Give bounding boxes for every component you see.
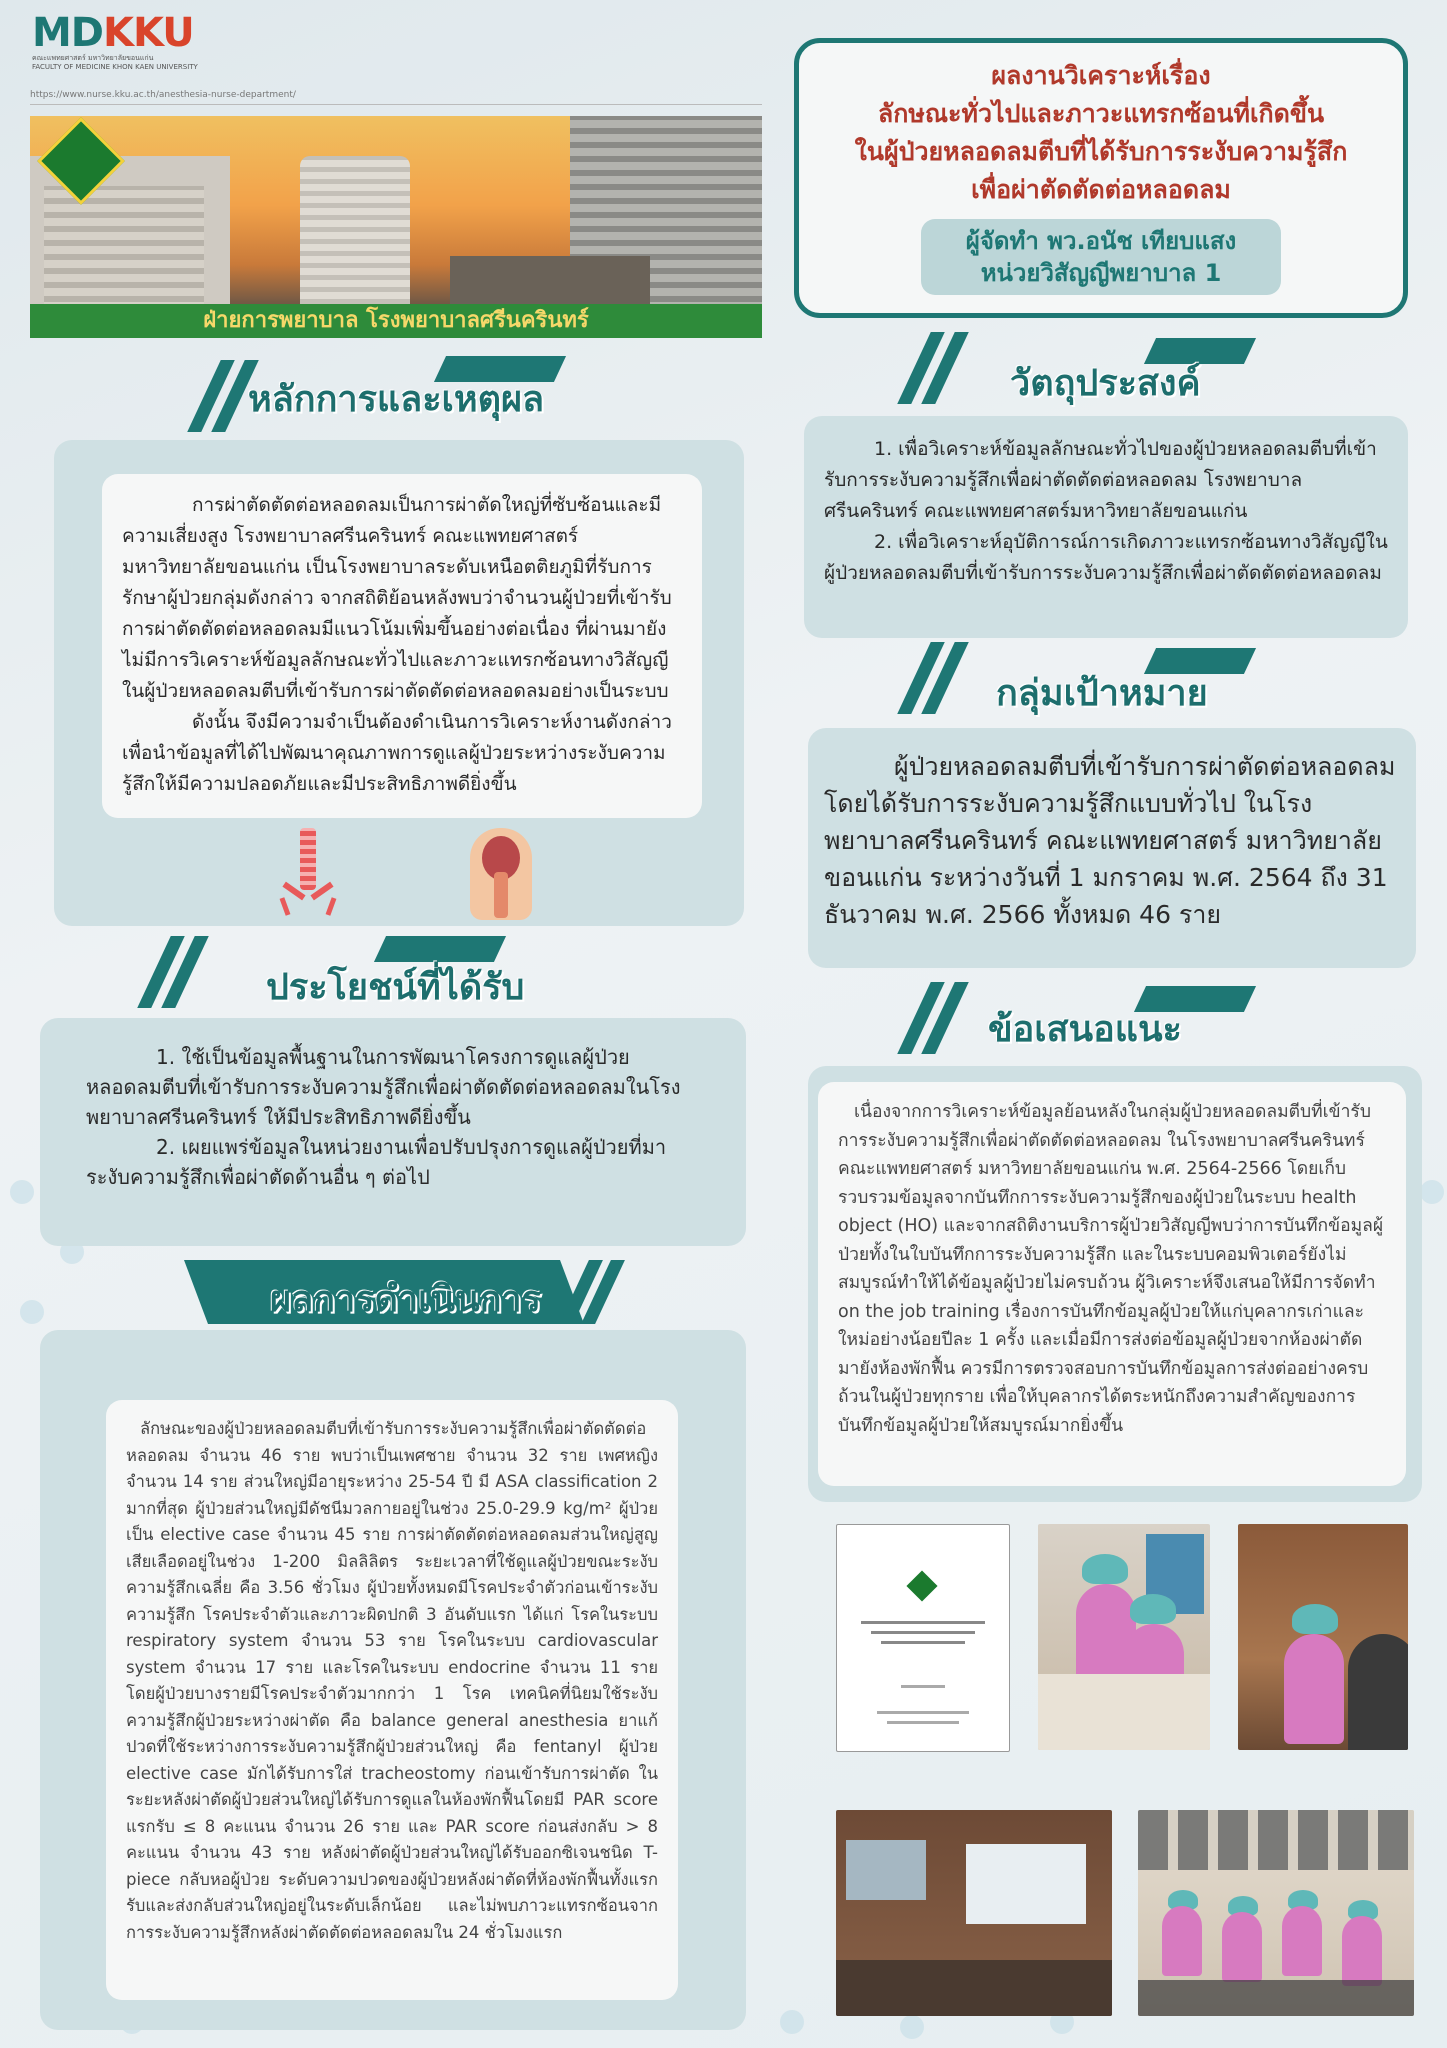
audience-photo: [1138, 1810, 1414, 2016]
training-photo-2: [1238, 1524, 1408, 1750]
banner-caption: ฝ่ายการพยาบาล โรงพยาบาลศรีนครินทร์: [30, 304, 762, 338]
decor-dot: [900, 2015, 924, 2039]
target-card: [808, 728, 1416, 968]
title-line: ในผู้ป่วยหลอดลมตีบที่ได้รับการระงับความรู้สึก: [854, 137, 1348, 166]
training-photo-1: [1038, 1524, 1210, 1750]
author-unit: หน่วยวิสัญญีพยาบาล 1: [980, 259, 1222, 287]
rationale-para-2: ดังนั้น จึงมีความจำเป็นต้องดำเนินการวิเคราะห์งานดังกล่าว เพื่อนำข้อมูลที่ได้ไปพัฒนาคุณภาพการดูแลผู้ป่วยระหว่างระงับความรู้สึกให้มีความปลอดภัยและมีประสิทธิภาพดียิ่งขึ้น: [122, 711, 672, 795]
target-heading: กลุ่มเป้าหมาย: [996, 673, 1208, 714]
recommendations-heading-block: [900, 978, 1300, 1062]
title-line: เพื่อผ่าตัดตัดต่อหลอดลม: [971, 175, 1231, 204]
results-heading-block: [184, 1260, 614, 1326]
presentation-photo: [836, 1810, 1112, 2016]
author-name: ผู้จัดทำ พว.อนัช เทียบแสง: [965, 227, 1237, 255]
results-card: [40, 1330, 746, 2030]
recommendations-text: เนื่องจากการวิเคราะห์ข้อมูลย้อนหลังในกลุ่มผู้ป่วยหลอดลมตีบที่เข้ารับการระงับความรู้สึกเพื่อผ่าตัดตัดต่อหลอดลม ในโรงพยาบาลศรีนครินทร์ คณะแพทยศาสตร์ มหาวิทยาลัยขอนแก่น พ.ศ. 2564-2566 โดยเก็บรวบรวมข้อมูลจากบันทึกการระงับความรู้สึกของผู้ป่วยในระบบ health object (HO) และจากสถิติงานบริการผู้ป่วยวิสัญญีพบว่าการบันทึกข้อมูลผู้ป่วยทั้งในใบบันทึกการระงับความรู้สึก และในระบบคอมพิวเตอร์ยังไม่สมบูรณ์ทำให้ได้ข้อมูลผู้ป่วยไม่ครบถ้วน ผู้วิเคราะห์จึงเสนอให้มีการจัดทำ on the job training เรื่องการบันทึกข้อมูลผู้ป่วยให้แก่บุคลากรเก่าและใหม่อย่างน้อยปีละ 1 ครั้ง และเมื่อมีการส่งต่อข้อมูลผู้ป่วยจากห้องผ่าตัดมายังห้องพักฟื้น ควรมีการตรวจสอบการบันทึกข้อมูลการส่งต่ออย่างครบถ้วนในผู้ป่วยทุกราย เพื่อให้บุคลากรได้ตระหนักถึงความสำคัญของการบันทึกข้อมูลผู้ป่วยให้สมบูรณ์มากยิ่งขึ้น: [838, 1102, 1384, 1436]
benefits-heading-block: [140, 936, 580, 1026]
banner-url: https://www.nurse.kku.ac.th/anesthesia-nurse-department/: [30, 90, 762, 105]
benefits-heading: ประโยชน์ที่ได้รับ: [266, 967, 525, 1008]
mdkku-logo: MDKKU คณะแพทยศาสตร์ มหาวิทยาลัยขอนแก่น FACULTY OF MEDICINE KHON KAEN UNIVERSITY: [32, 12, 202, 82]
decor-dot: [780, 2010, 804, 2034]
rationale-para-1: การผ่าตัดตัดต่อหลอดลมเป็นการผ่าตัดใหญ่ที่ซับซ้อนและมีความเสี่ยงสูง โรงพยาบาลศรีนครินทร์ คณะแพทยศาสตร์ มหาวิทยาลัยขอนแก่น เป็นโรงพยาบาลระดับเหนือตติยภูมิที่รับการรักษาผู้ป่วยกลุ่มดังกล่าว จากสถิติย้อนหลังพบว่าจำนวนผู้ป่วยที่เข้ารับการผ่าตัดตัดต่อหลอดลมมีแนวโน้มเพิ่มขึ้นอย่างต่อเนื่อง ที่ผ่านมายังไม่มีการวิเคราะห์ข้อมูลลักษณะทั่วไปและภาวะแทรกซ้อนทางวิสัญญีในผู้ป่วยหลอดลมตีบที่เข้ารับการผ่าตัดตัดต่อหลอดลมอย่างเป็นระบบ: [122, 494, 672, 702]
throat-anatomy-icon: [464, 828, 538, 924]
target-heading-block: [900, 640, 1300, 724]
rationale-text-box: [102, 474, 702, 818]
logo-subtitle: คณะแพทยศาสตร์ มหาวิทยาลัยขอนแก่น FACULTY OF MEDICINE KHON KAEN UNIVERSITY: [32, 54, 198, 71]
rationale-card: [54, 440, 744, 926]
recommendations-text-box: [818, 1082, 1406, 1486]
title-line: ลักษณะทั่วไปและภาวะแทรกซ้อนที่เกิดขึ้น: [877, 99, 1325, 128]
objectives-card: [804, 416, 1408, 638]
rationale-heading: หลักการและเหตุผล: [248, 379, 545, 420]
decor-dot: [20, 1300, 44, 1324]
title-line: ผลงานวิเคราะห์เรื่อง: [991, 61, 1211, 90]
objectives-heading: วัตถุประสงค์: [1010, 363, 1201, 404]
target-text: ผู้ป่วยหลอดลมตีบที่เข้ารับการผ่าตัดต่อหลอดลม โดยได้รับการระงับความรู้สึกแบบทั่วไป ในโรงพยาบาลศรีนครินทร์ คณะแพทยศาสตร์ มหาวิทยาลัยขอนแก่น ระหว่างวันที่ 1 มกราคม พ.ศ. 2564 ถึง 31 ธันวาคม พ.ศ. 2566 ทั้งหมด 46 ราย: [824, 752, 1396, 929]
benefits-item-2: 2. เผยแพร่ข้อมูลในหน่วยงานเพื่อปรับปรุงการดูแลผู้ป่วยที่มาระงับความรู้สึกเพื่อผ่าตัดด้านอื่น ๆ ต่อไป: [86, 1135, 667, 1189]
author-badge: [921, 219, 1281, 295]
results-heading: ผลการดำเนินการ: [270, 1279, 541, 1320]
hospital-banner: [30, 90, 762, 340]
objectives-heading-block: [900, 332, 1300, 412]
results-text: ลักษณะของผู้ป่วยหลอดลมตีบที่เข้ารับการระงับความรู้สึกเพื่อผ่าตัดตัดต่อหลอดลม จำนวน 46 ราย พบว่าเป็นเพศชาย จำนวน 32 ราย เพศหญิง จำนวน 14 ราย ส่วนใหญ่มีอายุระหว่าง 25-54 ปี มี ASA classification 2 มากที่สุด ผู้ป่วยส่วนใหญ่มีดัชนีมวลกายอยู่ในช่วง 25.0-29.9 kg/m² ผู้ป่วยเป็น elective case จำนวน 45 ราย การผ่าตัดตัดต่อหลอดลมส่วนใหญ่สูญเสียเลือดอยู่ในช่วง 1-200 มิลลิลิตร ระยะเวลาที่ใช้ดูแลผู้ป่วยขณะระงับความรู้สึกเฉลี่ย คือ 3.56 ชั่วโมง ผู้ป่วยทั้งหมดมีโรคประจำตัวก่อนเข้าระงับความรู้สึก โรคประจำตัวและภาวะผิดปกติ 3 อันดับแรก ได้แก่ โรคในระบบ respiratory system จำนวน 53 ราย โรคในระบบ cardiovascular system จำนวน 17 ราย และโรคในระบบ endocrine จำนวน 11 ราย โดยผู้ป่วยบางรายมีโรคประจำตัวมากกว่า 1 โรค เทคนิคที่นิยมใช้ระงับความรู้สึกผู้ป่วยระหว่างผ่าตัด คือ balance general anesthesia ยาแก้ปวดที่ใช้ระหว่างการระงับความรู้สึกผู้ป่วยส่วนใหญ่ คือ fentanyl ผู้ป่วย elective case มักได้รับการใส่ tracheostomy ก่อนเข้ารับการผ่าตัด ในระยะหลังผ่าตัดผู้ป่วยส่วนใหญ่ได้รับการดูแลในห้องพักฟื้นโดยมี PAR score แรกรับ ≤ 8 คะแนน จำนวน 26 ราย และ PAR score ก่อนส่งกลับ > 8 คะแนน จำนวน 43 ราย หลังผ่าตัดผู้ป่วยส่วนใหญ่ได้รับออกซิเจนชนิด T-piece กลับหอผู้ป่วย ระดับความปวดของผู้ป่วยหลังผ่าตัดที่ห้องพักฟื้นทั้งแรกรับและส่งกลับส่วนใหญ่อยู่ในระดับเล็กน้อย และไม่พบภาวะแทรกซ้อนจากการระงับความรู้สึกหลังผ่าตัดตัดต่อหลอดลมใน 24 ชั่วโมงแรก: [126, 1419, 658, 1942]
report-cover-photo: [836, 1524, 1010, 1752]
trachea-icon: [274, 828, 344, 924]
rationale-heading-block: [190, 350, 610, 440]
recommendations-heading: ข้อเสนอแนะ: [988, 1009, 1182, 1050]
title-box: [794, 38, 1408, 318]
benefits-card: [40, 1018, 746, 1246]
results-text-box: [106, 1400, 678, 2000]
recommendations-card: [808, 1066, 1422, 1502]
decor-dot: [1420, 1180, 1444, 1204]
decor-dot: [10, 1180, 34, 1204]
benefits-item-1: 1. ใช้เป็นข้อมูลพื้นฐานในการพัฒนาโครงการดูแลผู้ป่วยหลอดลมตีบที่เข้ารับการระงับความรู้สึกเพื่อผ่าตัดตัดต่อหลอดลมในโรงพยาบาลศรีนครินทร์ ให้มีประสิทธิภาพดียิ่งขึ้น: [86, 1045, 681, 1129]
objectives-item-2: 2. เพื่อวิเคราะห์อุบัติการณ์การเกิดภาวะแทรกซ้อนทางวิสัญญีในผู้ป่วยหลอดลมตีบที่เข้ารับการระงับความรู้สึกเพื่อผ่าตัดตัดต่อหลอดลม: [824, 531, 1388, 584]
objectives-item-1: 1. เพื่อวิเคราะห์ข้อมูลลักษณะทั่วไปของผู้ป่วยหลอดลมตีบที่เข้ารับการระงับความรู้สึกเพื่อผ่าตัดตัดต่อหลอดลม โรงพยาบาลศรีนครินทร์ คณะแพทยศาสตร์มหาวิทยาลัยขอนแก่น: [824, 438, 1377, 522]
